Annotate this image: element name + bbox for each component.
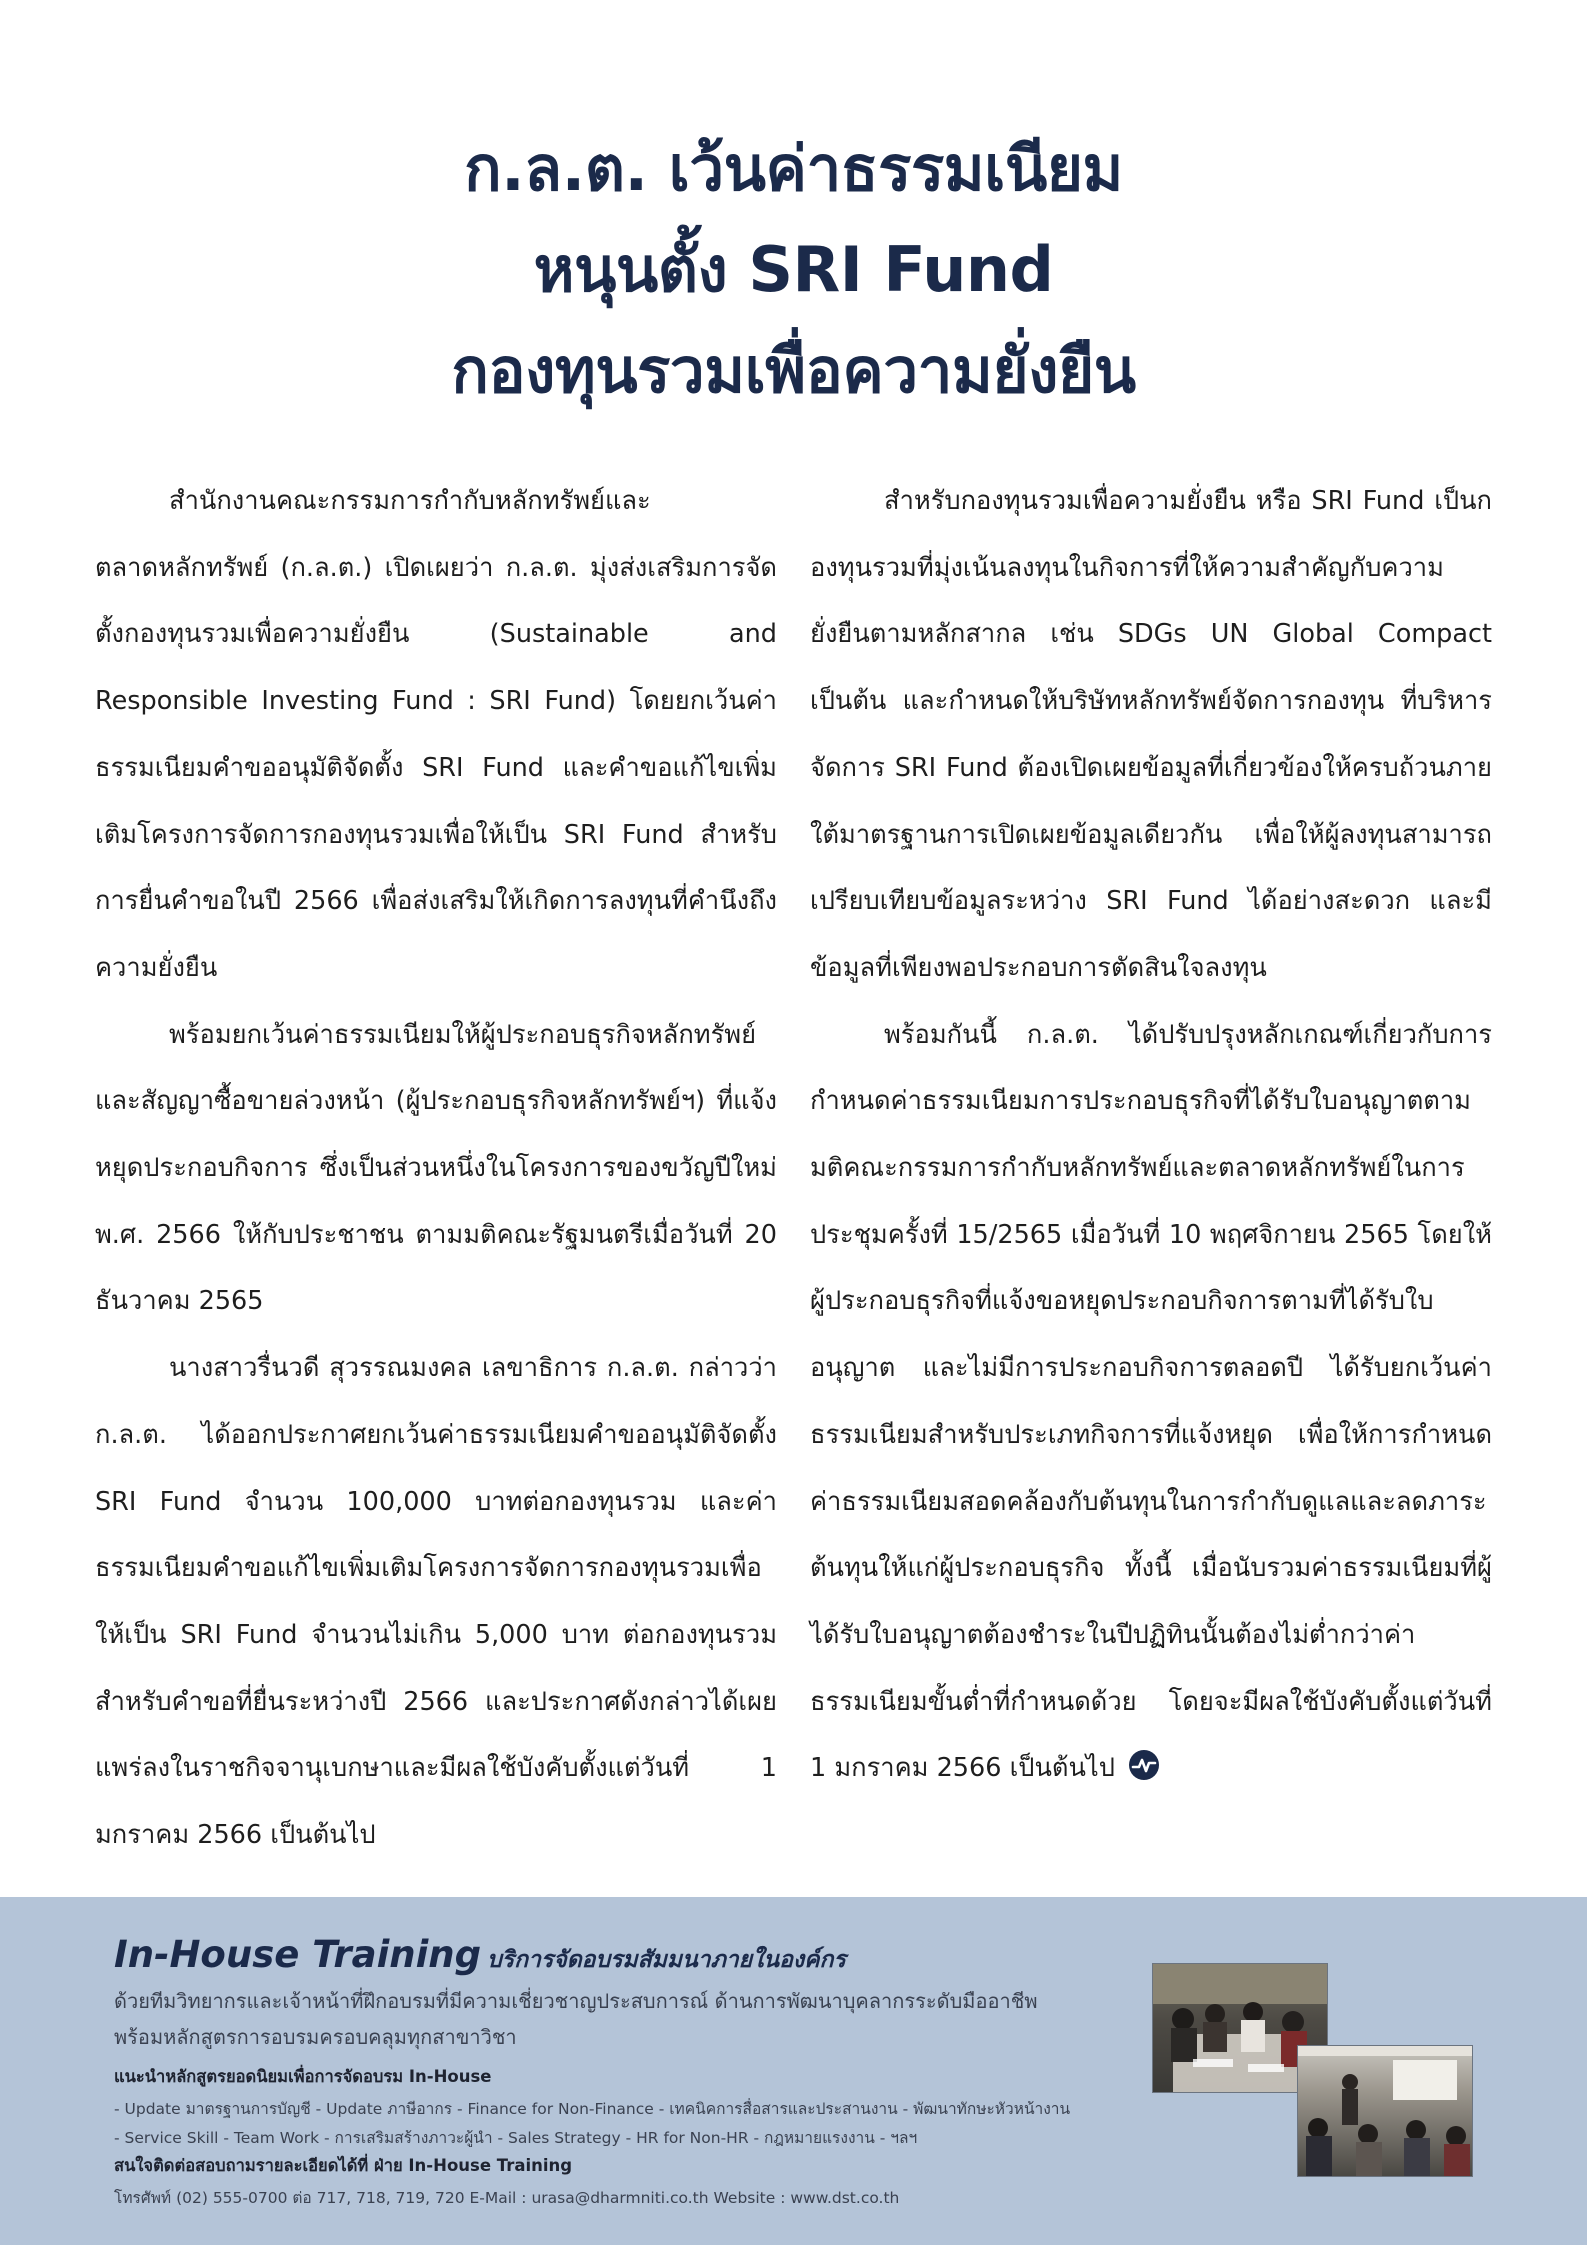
title-line-1: ก.ล.ต. เว้นค่าธรรมเนียม: [464, 132, 1123, 205]
paragraph: นางสาวรื่นวดี สุวรรณมงคล เลขาธิการ ก.ล.ต. กล่าวว่า ก.ล.ต. ได้ออกประกาศยกเว้นค่าธรรมเนียมคำขออนุมัติจัดตั้ง SRI Fund จำนวน 100,000 บาทต่อกองทุนรวม และค่าธรรมเนียมคำขอแก้ไขเพิ่มเติมโครงการจัดการกองทุนรวมเพื่อให้เป็น SRI Fund จำนวนไม่เกิน 5,000 บาท ต่อกองทุนรวม สำหรับคำขอที่ยื่นระหว่างปี 2566 และประกาศดังกล่าวได้เผยแพร่ลงในราชกิจจานุเบกษาและมีผลใช้บังคับตั้งแต่วันที่ 1 มกราคม 2566 เป็นต้นไป: [95, 1353, 777, 1851]
training-photo-2: [1297, 2045, 1473, 2177]
paragraph-last: [810, 1002, 1492, 1802]
paragraph: สำหรับกองทุนรวมเพื่อความยั่งยืน หรือ SRI Fund เป็นกองทุนรวมที่มุ่งเน้นลงทุนในกิจการที่ให้ความสำคัญกับความยั่งยืนตามหลักสากล เช่น SDGs UN Global Compact เป็นต้น และกำหนดให้บริษัทหลักทรัพย์จัดการกองทุน ที่บริหารจัดการ SRI Fund ต้องเปิดเผยข้อมูลที่เกี่ยวข้องให้ครบถ้วนภายใต้มาตรฐานการเปิดเผยข้อมูลเดียวกัน เพื่อให้ผู้ลงทุนสามารถเปรียบเทียบข้อมูลระหว่าง SRI Fund ได้อย่างสะดวก และมีข้อมูลที่เพียงพอประกอบการตัดสินใจลงทุน: [810, 486, 1492, 983]
brand-tagline: บริการจัดอบรมสัมมนาภายในองค์กร: [487, 1947, 846, 1973]
article-left-column: [95, 468, 777, 1869]
paragraph: สำนักงานคณะกรรมการกำกับหลักทรัพย์และตลาดหลักทรัพย์ (ก.ล.ต.) เปิดเผยว่า ก.ล.ต. มุ่งส่งเสริมการจัดตั้งกองทุนรวมเพื่อความยั่งยืน (Sustainable and Responsible Investing Fund : SRI Fund) โดยยกเว้นค่าธรรมเนียมคำขออนุมัติจัดตั้ง SRI Fund และคำขอแก้ไขเพิ่มเติมโครงการจัดการกองทุนรวมเพื่อให้เป็น SRI Fund สำหรับการยื่นคำขอในปี 2566 เพื่อส่งเสริมให้เกิดการลงทุนที่คำนึงถึงความยั่งยืน: [95, 486, 777, 983]
promo-footer: [0, 1897, 1587, 2245]
promo-brand: [114, 1933, 846, 1978]
promo-description-2: พร้อมหลักสูตรการอบรมครอบคลุมทุกสาขาวิชา: [114, 2025, 517, 2049]
brand-name: In-House Training: [114, 1933, 482, 1976]
promo-description: ด้วยทีมวิทยากรและเจ้าหน้าที่ฝึกอบรมที่มีความเชี่ยวชาญประสบการณ์ ด้านการพัฒนาบุคลากรระดับมืออาชีพ: [114, 1989, 1038, 2013]
courses-list-1: - Update มาตรฐานการบัญชี - Update ภาษีอากร - Finance for Non-Finance - เทคนิคการสื่อสารและประสานงาน - พัฒนาทักษะหัวหน้างาน: [114, 2100, 1071, 2118]
article-right-column: [810, 468, 1492, 1802]
title-line-2: หนุนตั้ง SRI Fund: [533, 233, 1054, 306]
paragraph: พร้อมยกเว้นค่าธรรมเนียมให้ผู้ประกอบธุรกิจหลักทรัพย์และสัญญาซื้อขายล่วงหน้า (ผู้ประกอบธุรกิจหลักทรัพย์ฯ) ที่แจ้งหยุดประกอบกิจการ ซึ่งเป็นส่วนหนึ่งในโครงการของขวัญปีใหม่ พ.ศ. 2566 ให้กับประชาชน ตามมติคณะรัฐมนตรีเมื่อวันที่ 20 ธันวาคม 2565: [95, 1019, 777, 1317]
contact-info: โทรศัพท์ (02) 555-0700 ต่อ 717, 718, 719, 720 E-Mail : urasa@dharmniti.co.th Website : www.dst.co.th: [114, 2189, 900, 2207]
courses-heading: แนะนำหลักสูตรยอดนิยมเพื่อการจัดอบรม In-House: [114, 2067, 492, 2086]
contact-heading: สนใจติดต่อสอบถามรายละเอียดได้ที่ ฝ่าย In-House Training: [114, 2156, 573, 2175]
paragraph-text: พร้อมกันนี้ ก.ล.ต. ได้ปรับปรุงหลักเกณฑ์เกี่ยวกับการกำหนดค่าธรรมเนียมการประกอบธุรกิจที่ได้รับใบอนุญาตตามมติคณะกรรมการกำกับหลักทรัพย์และตลาดหลักทรัพย์ในการประชุมครั้งที่ 15/2565 เมื่อวันที่ 10 พฤศจิกายน 2565 โดยให้ผู้ประกอบธุรกิจที่แจ้งขอหยุดประกอบกิจการตามที่ได้รับใบอนุญาต และไม่มีการประกอบกิจการตลอดปี ได้รับยกเว้นค่าธรรมเนียมสำหรับประเภทกิจการที่แจ้งหยุด เพื่อให้การกำหนดค่าธรรมเนียมสอดคล้องกับต้นทุนในการกำกับดูแลและลดภาระต้นทุนให้แก่ผู้ประกอบธุรกิจ ทั้งนี้ เมื่อนับรวมค่าธรรมเนียมที่ผู้ได้รับใบอนุญาตต้องชำระในปีปฏิทินนั้นต้องไม่ต่ำกว่าค่าธรรมเนียมขั้นต่ำที่กำหนดด้วย โดยจะมีผลใช้บังคับตั้งแต่วันที่ 1 มกราคม 2566 เป็นต้นไป: [810, 1019, 1492, 1784]
courses-list-2: - Service Skill - Team Work - การเสริมสร้างภาวะผู้นำ - Sales Strategy - HR for Non-HR - กฎหมายแรงงาน - ฯลฯ: [114, 2129, 918, 2147]
title-line-3: กองทุนรวมเพื่อความยั่งยืน: [451, 334, 1136, 407]
article-title: [0, 118, 1587, 421]
end-of-article-icon: [1129, 1750, 1159, 1780]
